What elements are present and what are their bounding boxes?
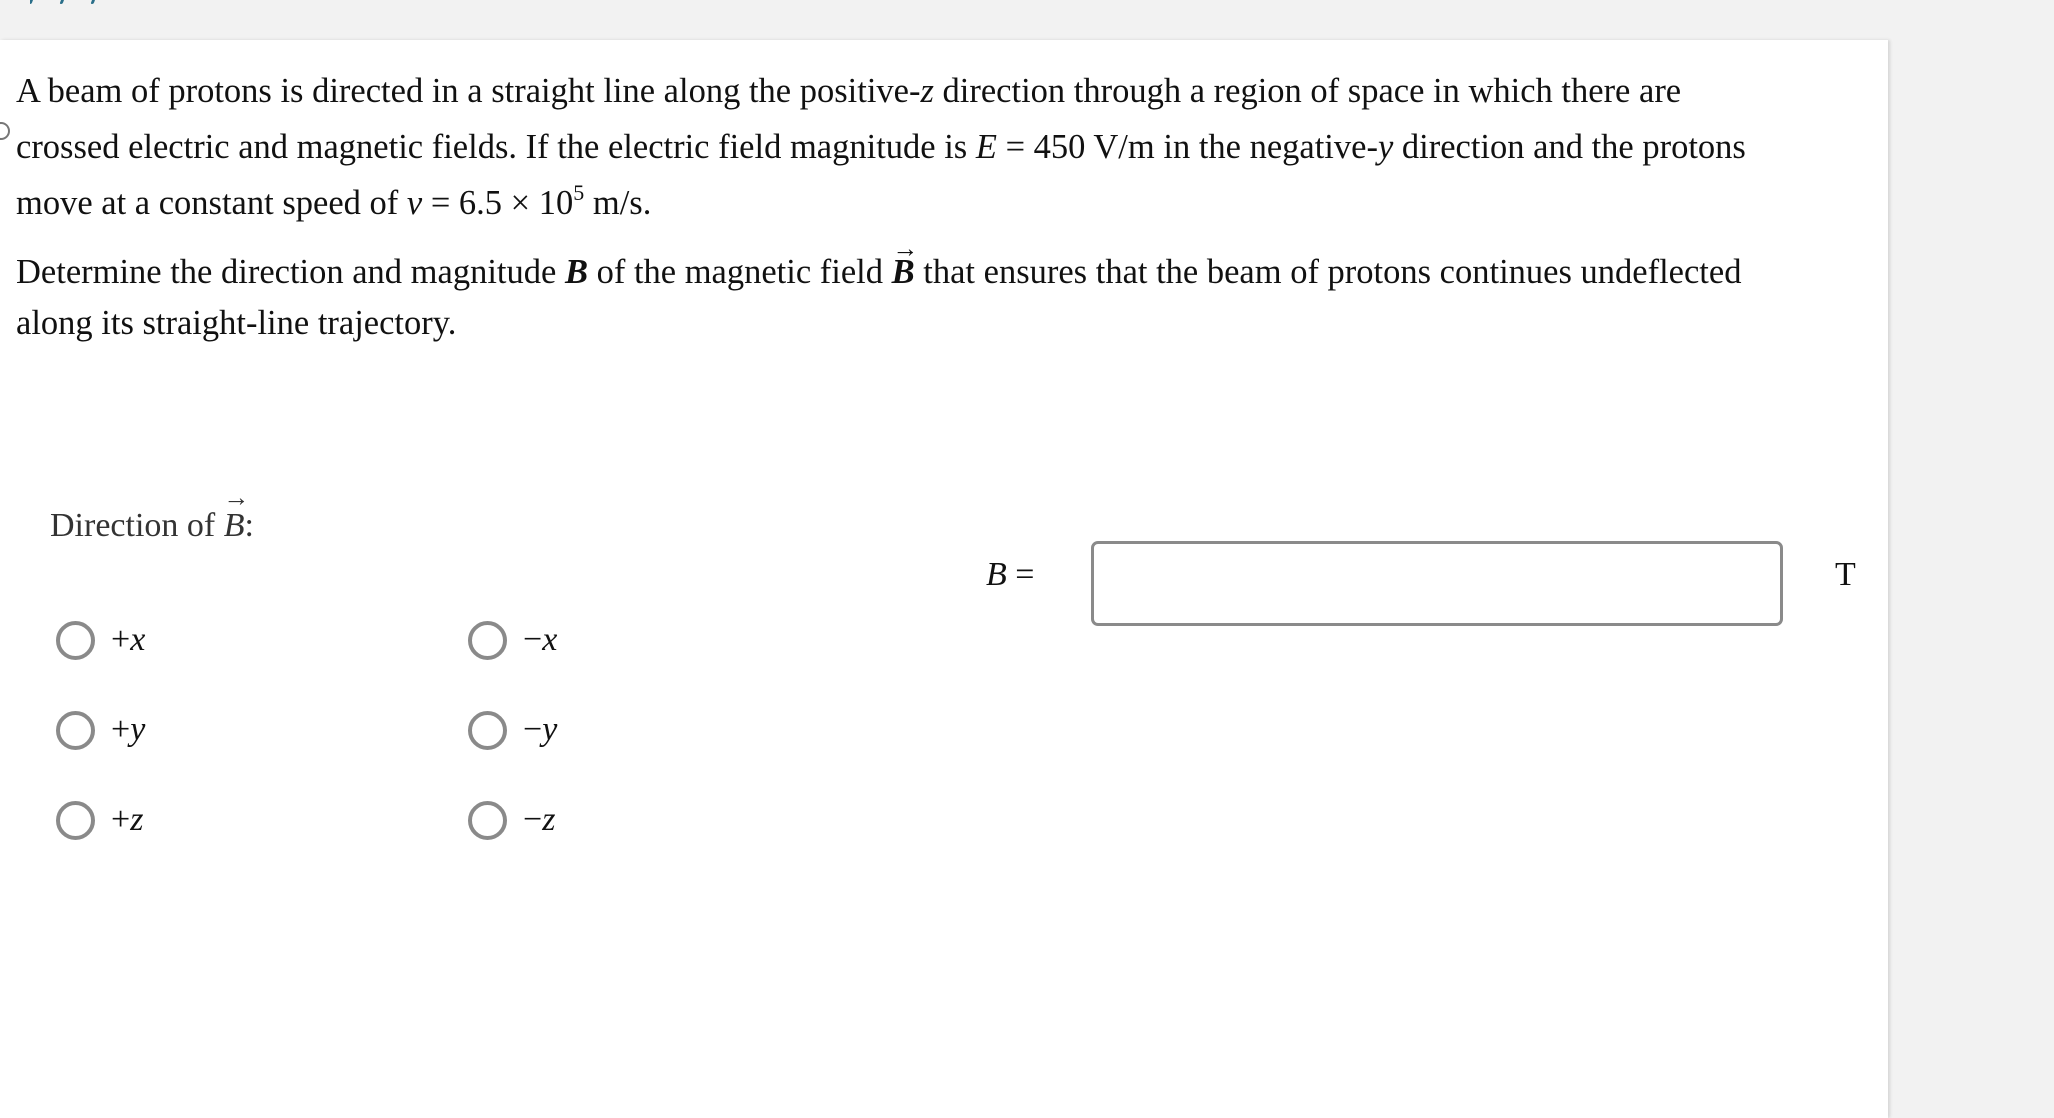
radio-option-plus-x[interactable]: +x xyxy=(56,620,145,660)
magnitude-input[interactable] xyxy=(1091,541,1783,626)
radio-circle-icon[interactable] xyxy=(56,801,95,840)
radio-option-minus-x[interactable]: −x xyxy=(468,620,557,660)
radio-option-minus-z[interactable]: −z xyxy=(468,800,555,840)
clipped-bullet-icon xyxy=(0,122,10,140)
question-card xyxy=(0,40,1888,1118)
page-header-strip xyxy=(0,0,2054,40)
vector-b-symbol: → B xyxy=(224,507,245,545)
vector-b-symbol: → B xyxy=(892,247,915,298)
problem-instruction: Determine the direction and magnitude B of the magnetic field → B that ensures that the beam of protons continues undeflected along its straight-line trajectory. xyxy=(16,247,1741,349)
radio-circle-icon[interactable] xyxy=(468,621,507,660)
radio-circle-icon[interactable] xyxy=(56,711,95,750)
clipped-header-text xyxy=(30,0,140,4)
radio-option-minus-y[interactable]: −y xyxy=(468,710,557,750)
radio-option-plus-z[interactable]: +z xyxy=(56,800,143,840)
problem-statement: A beam of protons is directed in a straight line along the positive-z direction through a region of space in which there are crossed electric and magnetic fields. If the electric field magnitude is E = 450 V/m in the negative-y direction and the protons move at a constant speed of $v = 6.5 \times 10^5$ m/s. xyxy=(16,72,1746,222)
radio-circle-icon[interactable] xyxy=(468,711,507,750)
direction-label: Direction of → B: xyxy=(50,507,254,545)
unit-label: T xyxy=(1835,556,1856,593)
magnitude-label: B = xyxy=(986,556,1035,593)
radio-circle-icon[interactable] xyxy=(468,801,507,840)
radio-option-plus-y[interactable]: +y xyxy=(56,710,145,750)
radio-circle-icon[interactable] xyxy=(56,621,95,660)
